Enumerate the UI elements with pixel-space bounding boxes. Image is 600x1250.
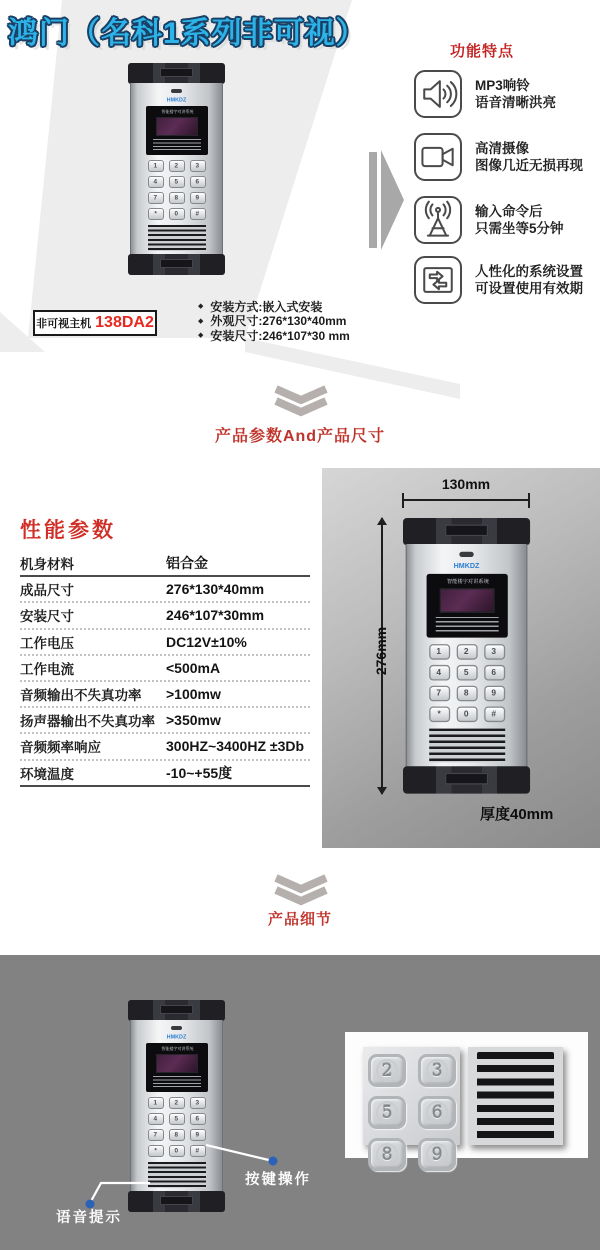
detail-closeup-box	[345, 1032, 588, 1165]
feature-row	[414, 133, 583, 181]
keypad-key	[190, 1113, 206, 1125]
antenna-icon	[414, 196, 462, 244]
closeup-keypad-key	[368, 1096, 406, 1129]
keypad-key-label: 4	[153, 178, 158, 186]
closeup-key-label: 3	[431, 1060, 443, 1081]
keypad-key	[429, 686, 450, 702]
keypad-key	[148, 160, 164, 172]
keypad-key-label: 3	[195, 1099, 200, 1107]
keypad-key	[169, 160, 185, 172]
spec-row	[20, 656, 310, 682]
device-keypad	[407, 644, 526, 722]
closeup-keypad-key	[418, 1054, 456, 1087]
keypad-key	[169, 208, 185, 220]
bullet-diamond-icon: ◆	[198, 332, 204, 340]
device-body	[406, 544, 528, 768]
spec-row	[20, 761, 310, 787]
spec-label: 成品尺寸	[20, 583, 74, 599]
spec-row	[20, 603, 310, 629]
spec-value: 246*107*30mm	[166, 607, 265, 624]
spec-value: 300HZ~3400HZ ±3Db	[166, 738, 305, 755]
keypad-key	[148, 1145, 164, 1157]
spec-row	[20, 551, 310, 577]
keypad-key	[169, 176, 185, 188]
spec-label: 工作电压	[20, 635, 74, 651]
keypad-key-label: 8	[464, 688, 469, 698]
keypad-key-label: 9	[195, 1131, 200, 1139]
device-brand-logo: HMKDZ	[453, 561, 480, 570]
dimension-width-line	[402, 499, 530, 501]
keypad-key	[148, 1113, 164, 1125]
feature-line1: 人性化的系统设置	[475, 263, 583, 279]
spec-value: -10~+55度	[166, 764, 233, 781]
keypad-key	[148, 1129, 164, 1141]
feature-line1: 高清摄像	[475, 140, 529, 156]
dimension-width-label: 130mm	[441, 476, 491, 492]
spec-value: 276*130*40mm	[166, 581, 265, 598]
keypad-key-label: 5	[174, 178, 179, 186]
keypad-key-label: 5	[174, 1115, 179, 1123]
device-brand-logo: HMKDZ	[166, 96, 187, 103]
device-speaker-grille	[148, 225, 206, 251]
spec-label: 音频频率响应	[20, 740, 101, 756]
intercom-product-photo	[128, 63, 225, 275]
closeup-key-label: 2	[381, 1060, 393, 1081]
bullet-diamond-icon: ◆	[198, 317, 204, 325]
spec-row	[20, 708, 310, 734]
feature-row	[414, 196, 564, 244]
spec-row	[20, 682, 310, 708]
closeup-key-label: 6	[431, 1102, 443, 1123]
spec-label: 安装尺寸	[20, 609, 74, 625]
spec-row	[20, 577, 310, 603]
keypad-closeup-image	[363, 1047, 460, 1165]
keypad-key	[190, 208, 206, 220]
keypad-key	[190, 1097, 206, 1109]
bullet-diamond-icon: ◆	[198, 303, 204, 311]
keypad-key-label: 1	[153, 162, 158, 170]
keypad-key	[456, 707, 477, 723]
keypad-key	[148, 192, 164, 204]
keypad-key-label: 7	[436, 688, 442, 698]
double-chevron-down-icon	[272, 385, 330, 419]
keypad-key-label: 6	[195, 178, 200, 186]
keypad-key	[484, 644, 505, 660]
device-led-icon	[171, 89, 182, 93]
section-label-params: 产品参数And产品尺寸	[214, 428, 386, 445]
settings-icon	[414, 256, 462, 304]
callout-label-keypad: 按键操作	[245, 1172, 311, 1188]
device-bottom-cap	[128, 1191, 225, 1212]
arrow-right-icon	[369, 152, 377, 248]
device-lcd-screen	[156, 1054, 198, 1073]
keypad-key	[190, 1145, 206, 1157]
keypad-key-label: 3	[195, 162, 200, 170]
keypad-key-label: *	[154, 1147, 157, 1155]
keypad-key	[148, 208, 164, 220]
spec-label: 音频输出不失真功率	[20, 688, 142, 704]
keypad-key-label: 2	[464, 646, 469, 657]
spec-label: 扬声器输出不失真功率	[20, 714, 155, 730]
device-cap-slot	[160, 68, 193, 77]
feature-line2: 图像几近无损再现	[475, 158, 583, 173]
specs-title: 性能参数	[20, 519, 116, 542]
keypad-key-label: 0	[464, 709, 469, 719]
double-chevron-down-icon	[272, 874, 330, 908]
dimension-depth-label: 厚度40mm	[480, 806, 554, 823]
keypad-key-label: 8	[174, 194, 179, 202]
closeup-keypad-key	[418, 1096, 456, 1129]
speaker-grille-closeup-image	[468, 1047, 563, 1145]
feature-line2: 语音清晰洪亮	[475, 95, 556, 110]
arrow-right-icon	[381, 150, 404, 250]
device-speaker-grille	[429, 729, 505, 763]
model-number: 138DA2	[95, 314, 154, 331]
keypad-key	[148, 176, 164, 188]
speaker-icon	[414, 70, 462, 118]
device-led-icon	[171, 1026, 182, 1030]
device-led-icon	[459, 552, 473, 557]
keypad-key-label: #	[491, 709, 497, 719]
intercom-device	[128, 63, 225, 275]
closeup-keypad-key	[418, 1138, 456, 1171]
install-point-text: 外观尺寸:276*130*40mm	[210, 314, 347, 329]
keypad-key-label: 6	[491, 667, 497, 677]
device-display-panel	[146, 106, 208, 155]
device-cap-slot	[160, 1196, 193, 1205]
device-lcd-title: 智能楼宇对讲系统	[161, 1046, 193, 1051]
keypad-key	[456, 644, 477, 660]
keypad-key-label: 0	[174, 1147, 179, 1155]
keypad-key-label: 5	[464, 667, 469, 677]
device-body	[130, 83, 223, 255]
device-speaker-grille	[148, 1162, 206, 1188]
keypad-key-label: 1	[436, 646, 442, 657]
keypad-key	[169, 192, 185, 204]
feature-text	[475, 203, 564, 238]
spec-row	[20, 630, 310, 656]
keypad-key	[429, 644, 450, 660]
keypad-key	[484, 665, 505, 681]
spec-value: >350mw	[166, 712, 221, 729]
keypad-key-label: 9	[491, 688, 497, 698]
keypad-key	[456, 686, 477, 702]
model-label-prefix: 非可视主机	[36, 318, 92, 330]
keypad-key-label: 3	[491, 646, 497, 657]
feature-line1: 输入命令后	[475, 203, 543, 219]
keypad-key-label: *	[437, 709, 441, 719]
device-lcd-title: 智能楼宇对讲系统	[161, 109, 193, 114]
feature-row	[414, 256, 583, 304]
keypad-key	[169, 1145, 185, 1157]
feature-line2: 可设置使用有效期	[475, 281, 583, 296]
keypad-key-label: 6	[195, 1115, 200, 1123]
install-point	[198, 328, 350, 343]
device-instruction-lines	[153, 139, 201, 151]
spec-label: 工作电流	[20, 661, 74, 677]
keypad-key	[429, 707, 450, 723]
device-lcd-screen	[439, 588, 494, 613]
device-bottom-cap	[128, 254, 225, 275]
dimension-panel	[322, 468, 600, 848]
model-label	[33, 310, 157, 336]
device-instruction-lines	[435, 617, 498, 633]
keypad-key	[484, 707, 505, 723]
install-point-text: 安装方式:嵌入式安装	[210, 299, 323, 314]
device-lcd-screen	[156, 117, 198, 136]
keypad-key	[148, 1097, 164, 1109]
feature-text	[475, 140, 583, 175]
feature-text	[475, 263, 583, 298]
device-body	[130, 1020, 223, 1192]
keypad-key	[484, 686, 505, 702]
closeup-keypad-key	[368, 1054, 406, 1087]
spec-value: 铝合金	[166, 555, 208, 572]
feature-text	[475, 77, 556, 112]
page-title: 鸿门（名科1系列非可视）	[8, 17, 367, 50]
keypad-key	[190, 192, 206, 204]
device-top-cap	[403, 518, 530, 545]
speaker-grille-slats	[477, 1052, 554, 1140]
keypad-key-label: 2	[174, 1099, 179, 1107]
feature-row	[414, 70, 556, 118]
features-title: 功能特点	[449, 43, 514, 60]
keypad-key-label: 4	[436, 667, 442, 677]
keypad-key-label: 7	[153, 1131, 158, 1139]
callout-label-voice: 语音提示	[56, 1210, 122, 1226]
device-top-cap	[128, 1000, 225, 1021]
keypad-key	[190, 1129, 206, 1141]
intercom-device	[403, 518, 530, 794]
feature-line1: MP3响铃	[475, 77, 530, 93]
closeup-keypad-key	[368, 1138, 406, 1171]
keypad-key-label: 0	[174, 210, 179, 218]
keypad-key	[456, 665, 477, 681]
keypad-key	[190, 176, 206, 188]
device-display-panel	[426, 574, 507, 638]
dimension-height-label: 276mm	[373, 626, 389, 676]
device-top-cap	[128, 63, 225, 84]
install-spec-list	[198, 299, 350, 343]
intercom-detail-photo	[128, 1000, 225, 1212]
keypad-key	[169, 1097, 185, 1109]
install-point-text: 安装尺寸:246*107*30 mm	[210, 328, 350, 343]
device-display-panel	[146, 1043, 208, 1092]
keypad-key-label: 9	[195, 194, 200, 202]
device-cap-slot	[445, 525, 488, 537]
keypad-key-label: 8	[174, 1131, 179, 1139]
device-keypad	[131, 160, 222, 220]
device-bottom-cap	[403, 766, 530, 793]
intercom-device	[128, 1000, 225, 1212]
device-keypad	[131, 1097, 222, 1157]
spec-value: <500mA	[166, 659, 221, 676]
device-lcd-title: 智能楼宇对讲系统	[446, 578, 489, 585]
closeup-key-label: 9	[431, 1144, 443, 1165]
feature-line2: 只需坐等5分钟	[475, 221, 564, 236]
keypad-key-label: #	[195, 210, 200, 218]
keypad-key	[190, 160, 206, 172]
device-cap-slot	[160, 1005, 193, 1014]
section-label-details: 产品细节	[267, 911, 332, 928]
spec-value: >100mw	[166, 686, 221, 703]
spec-value: DC12V±10%	[166, 633, 247, 650]
keypad-key	[169, 1113, 185, 1125]
keypad-key	[429, 665, 450, 681]
keypad-key-label: 1	[153, 1099, 158, 1107]
keypad-key-label: 7	[153, 194, 158, 202]
keypad-key-label: 4	[153, 1115, 158, 1123]
device-cap-slot	[160, 259, 193, 268]
spec-label: 环境温度	[20, 766, 74, 782]
keypad-key-label: *	[154, 210, 157, 218]
device-cap-slot	[445, 773, 488, 785]
device-brand-logo: HMKDZ	[166, 1033, 187, 1040]
camera-icon	[414, 133, 462, 181]
keypad-key-label: 2	[174, 162, 179, 170]
spec-table	[20, 551, 310, 787]
closeup-key-label: 5	[381, 1102, 393, 1123]
intercom-dimension-photo	[403, 518, 500, 730]
spec-label: 机身材料	[20, 557, 74, 573]
device-instruction-lines	[153, 1076, 201, 1088]
keypad-key-label: #	[195, 1147, 200, 1155]
spec-row	[20, 734, 310, 760]
closeup-key-label: 8	[381, 1144, 393, 1165]
keypad-key	[169, 1129, 185, 1141]
